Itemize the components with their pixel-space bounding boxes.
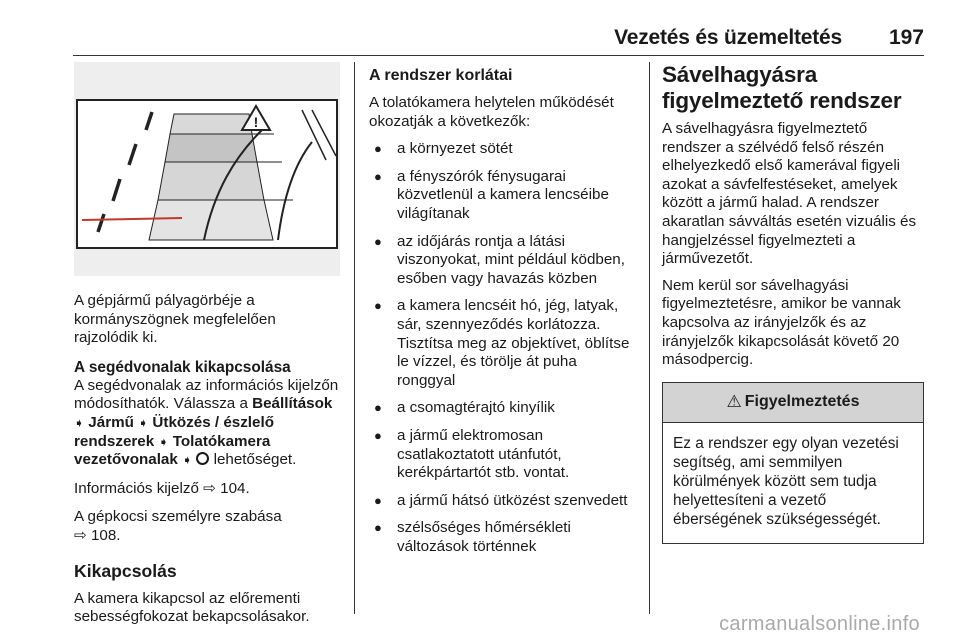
lane-departure-exception: Nem kerül sor sávelhagyási figyelmeztetésre, amikor be vannak kapcsolva az irányjelzők és az irányjelzők kikapcsolását követő 20 másodpercig. <box>662 276 901 369</box>
arrow-right-icon: ➧ <box>74 415 85 430</box>
toggle-off-icon <box>196 452 209 465</box>
list-item: ● a jármű elektromosan csatlakoztatott utánfutót, kerékpártartót stb. vontat. <box>374 426 570 482</box>
warning-icon: ⚠ <box>726 392 742 412</box>
watermark: carmanualsonline.info <box>719 613 920 635</box>
list-item: ● a környezet sötét <box>374 140 513 158</box>
arrow-right-icon: ➧ <box>158 434 169 449</box>
list-item: ● a csomagtérajtó kinyílik <box>374 399 555 417</box>
warning-title: Figyelmeztetés <box>744 393 860 411</box>
column-2 <box>369 62 637 565</box>
header-rule <box>73 55 924 56</box>
deactivation-text: A kamera kikapcsol az előrementi sebességfokozat bekapcsolásakor. <box>74 589 310 626</box>
section-title-deactivation: Kikapcsolás <box>74 560 177 581</box>
section-title-limitations: A rendszer korlátai <box>369 67 513 84</box>
list-item: ● a fényszórók fénysugarai közvetlenül a kamera lencséibe világítanak <box>374 167 609 222</box>
list-item: ● szélsőséges hőmérsékleti változások történnek <box>374 519 571 555</box>
reference-personalization: A gépkocsi személyre szabása ⇨ 108. <box>74 508 282 544</box>
svg-text:!: ! <box>253 114 259 130</box>
column-divider-2 <box>649 62 650 614</box>
figure-caption: A gépjármű pályagörbéje a kormányszögnek megfelelően rajzolódik ki. <box>74 292 276 347</box>
section-title-guidelines-off: A segédvonalak kikapcsolása <box>74 358 291 376</box>
guidelines-instructions: A segédvonalak az információs kijelzőn módosíthatók. Válassza a Beállítások ➧ Jármű ➧ Ütközés / észlelő rendszerek ➧ Tolatókamera vezetővonalak ➧ lehetőséget. <box>74 376 339 469</box>
warning-box <box>662 382 924 544</box>
rear-camera-illustration <box>74 62 340 276</box>
warning-text: Ez a rendszer egy olyan vezetési segítség, ami semmilyen körülmények között sem tudja helyettesíteni a vezető éberségének szükségességét. <box>673 434 899 528</box>
limitations-list <box>369 140 637 556</box>
list-item: ● az időjárás rontja a látási viszonyokat, mint például ködben, esőben vagy havazás közben <box>374 232 625 287</box>
page-number: 197 <box>888 26 924 49</box>
arrow-right-icon: ➧ <box>138 415 149 430</box>
camera-view-drawing <box>74 62 340 276</box>
column-1 <box>74 62 340 637</box>
section-title-lane-departure: Sávelhagyásra figyelmeztető rendszer <box>662 62 902 113</box>
list-item: ● a kamera lencséit hó, jég, latyak, sár, szennyeződés korlátozza. Tisztítsa meg az objektívet, öblítse le vízzel, és törölje át puha ronggyal <box>374 297 630 389</box>
page-ref-icon: ⇨ <box>74 526 87 544</box>
arrow-right-icon: ➧ <box>182 453 193 468</box>
page-header <box>0 0 960 56</box>
page-ref-icon: ⇨ <box>203 479 216 497</box>
column-3 <box>662 62 930 544</box>
limitations-intro: A tolatókamera helytelen működését okozatják a következők: <box>369 94 614 130</box>
warning-header <box>663 383 923 423</box>
column-divider-1 <box>354 62 355 614</box>
lane-departure-description: A sávelhagyásra figyelmeztető rendszer a szélvédő felső részén elhelyezkedő első kamerával figyeli azokat a sávfelfestéseket, amelyek között a jármű halad. A rendszer akaratlan sávváltás esetén vizuális és hangjelzéssel figyelmezteti a járművezetőt. <box>662 120 917 268</box>
reference-info-display: Információs kijelző ⇨ 104. <box>74 479 250 497</box>
list-item: ● a jármű hátsó ütközést szenvedett <box>374 491 628 509</box>
header-title: Vezetés és üzemeltetés <box>614 26 842 49</box>
